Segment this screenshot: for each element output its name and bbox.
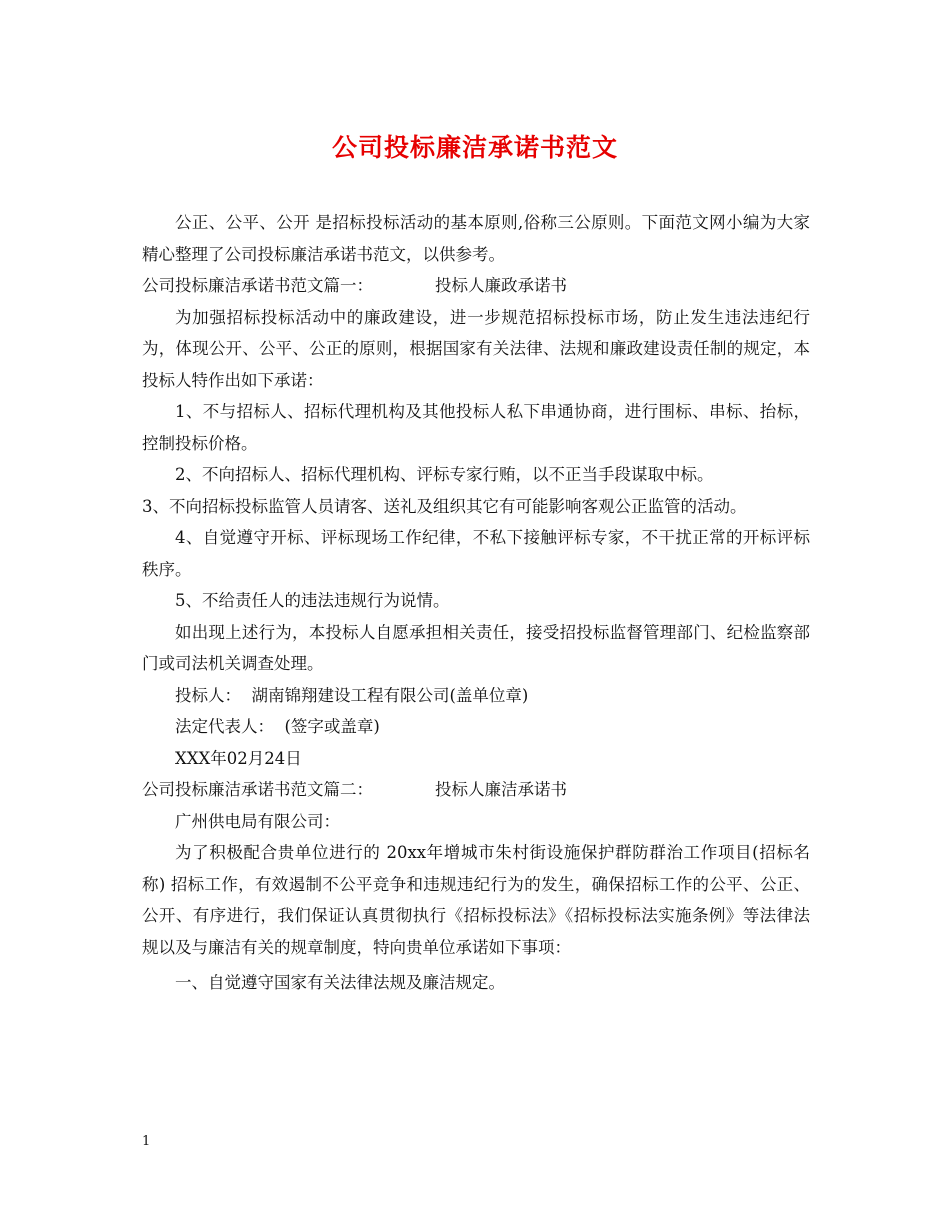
- addressee: 广州供电局有限公司：: [175, 811, 340, 831]
- document-body: [142, 207, 810, 999]
- list-item: 5、不给责任人的违法违规行为说情。: [175, 591, 450, 610]
- section-name: 投标人廉政承诺书: [435, 276, 567, 295]
- section-label: 公司投标廉洁承诺书范文篇二：: [142, 780, 373, 799]
- signature-representative: 法定代表人： (签字或盖章): [175, 717, 380, 736]
- paragraph: 为了积极配合贵单位进行的 20xx年增城市朱村街设施保护群防群治工作项目(招标名称) 招标工作，有效遏制不公平竞争和违规违纪行为的发生，确保招标工作的公平、公正、公开、有序进行，我们保证认真贯彻执行《招标投标法》《招标投标法实施条例》等法律法规以及与廉洁有关的规章制度，特向贵单位承诺如下事项：: [142, 843, 810, 957]
- section-label: 公司投标廉洁承诺书范文篇一：: [142, 276, 373, 295]
- intro-paragraph: 公正、公平、公开 是招标投标活动的基本原则,俗称三公原则。下面范文网小编为大家精心整理了公司投标廉洁承诺书范文，以供参考。: [142, 213, 810, 264]
- list-item: 3、不向招标投标监管人员请客、送礼及组织其它有可能影响客观公正监管的活动。: [142, 496, 747, 516]
- section-heading-1: [142, 270, 810, 302]
- signature-date: XXX年02月24日: [175, 748, 302, 768]
- paragraph: 为加强招标投标活动中的廉政建设，进一步规范招标投标市场，防止发生违法违纪行为，体现公开、公平、公正的原则，根据国家有关法律、法规和廉政建设责任制的规定，本投标人特作出如下承诺：: [142, 307, 810, 390]
- signature-bidder: 投标人： 湖南锦翔建设工程有限公司(盖单位章): [175, 685, 529, 705]
- list-item: 2、不向招标人、招标代理机构、评标专家行贿，以不正当手段谋取中标。: [175, 465, 714, 484]
- section-heading-2: [142, 774, 810, 806]
- document-title: 公司投标廉洁承诺书范文: [331, 133, 618, 162]
- list-item: 4、自觉遵守开标、评标现场工作纪律，不私下接触评标专家，不干扰正常的开标评标秩序。: [142, 528, 810, 579]
- paragraph: 如出现上述行为，本投标人自愿承担相关责任，接受招投标监督管理部门、纪检监察部门或司法机关调查处理。: [142, 622, 810, 673]
- list-item: 一、自觉遵守国家有关法律法规及廉洁规定。: [175, 973, 505, 992]
- section-name: 投标人廉洁承诺书: [435, 780, 567, 799]
- list-item: 1、不与招标人、招标代理机构及其他投标人私下串通协商，进行围标、串标、抬标，控制投标价格。: [142, 402, 810, 453]
- page-number: 1: [142, 1134, 151, 1149]
